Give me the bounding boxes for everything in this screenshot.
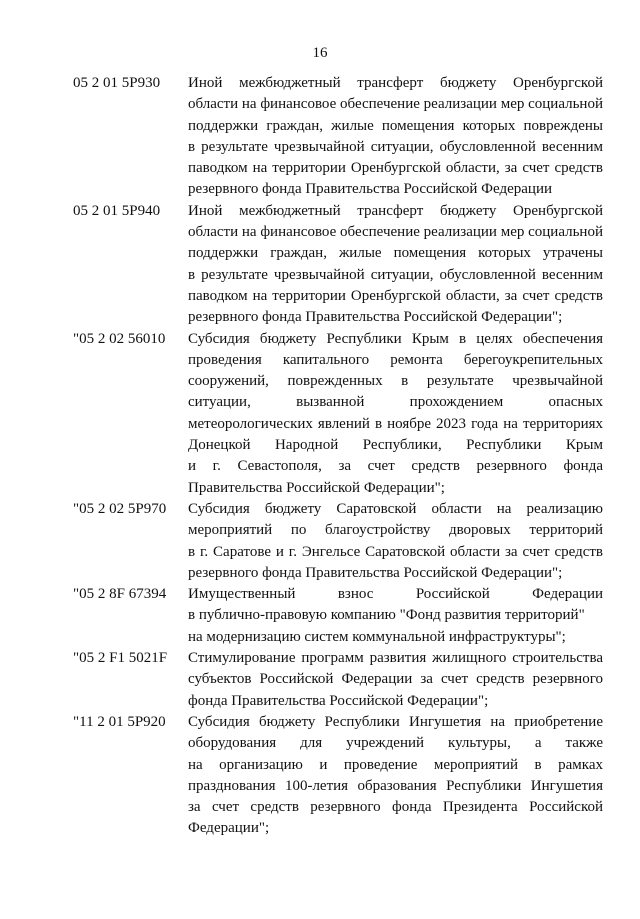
description-line: поддержки граждан, жилые помещения которых утрачены xyxy=(188,245,603,262)
entry-code: "05 2 F1 5021F xyxy=(73,650,168,667)
description-line: Иной межбюджетный трансферт бюджету Оренбургской xyxy=(188,75,603,91)
description-line: субъектов Российской Федерации за счет средств резервного xyxy=(188,671,603,688)
description-line: празднования 100-летия образования Республики Ингушетия xyxy=(188,777,603,794)
description-line: мероприятий по благоустройству дворовых территорий xyxy=(188,522,603,539)
page-number: 16 xyxy=(312,45,328,61)
entry-description xyxy=(188,329,603,499)
entry-description xyxy=(188,712,603,840)
description-line: и г. Севастополя, за счет средств резервного фонда xyxy=(188,458,603,475)
description-line: резервного фонда Правительства Российской Федерации"; xyxy=(188,309,563,326)
description-line: на модернизацию систем коммунальной инфраструктуры"; xyxy=(188,628,566,645)
entry-code: "05 2 02 56010 xyxy=(73,330,166,347)
entry-description xyxy=(188,201,603,329)
description-line: Субсидия бюджету Республики Ингушетия на приобретение xyxy=(188,713,603,730)
description-line: в результате чрезвычайной ситуации, обусловленной весенним xyxy=(188,266,603,283)
description-line: Донецкой Народной Республики, Республики Крым xyxy=(188,437,603,454)
description-line: фонда Правительства Российской Федерации"; xyxy=(188,692,489,709)
entry-code: "05 2 8F 67394 xyxy=(73,586,167,603)
entry xyxy=(0,499,640,584)
description-line: сооружений, поврежденных в результате чрезвычайной xyxy=(188,373,603,390)
description-line: оборудования для учреждений культуры, а также xyxy=(188,735,603,752)
description-line: проведения капитального ремонта берегоукрепительных xyxy=(188,351,603,368)
description-line: паводком на территории Оренбургской области, за счет средств xyxy=(188,287,603,304)
description-line: области на финансовое обеспечение реализации мер социальной xyxy=(188,224,603,241)
entry xyxy=(0,73,640,201)
entry xyxy=(0,201,640,329)
description-line: ситуации, вызванной прохождением опасных xyxy=(188,394,603,411)
description-line: на организацию и проведение мероприятий в рамках xyxy=(188,756,603,773)
description-line: в публично-правовую компанию "Фонд развития территорий" xyxy=(188,607,585,624)
description-line: в г. Саратове и г. Энгельсе Саратовской области за счет средств xyxy=(188,543,603,560)
description-line: Субсидия бюджету Саратовской области на реализацию xyxy=(188,500,603,517)
description-line: резервного фонда Правительства Российской Федерации"; xyxy=(188,564,563,581)
description-line: за счет средств резервного фонда Президента Российской xyxy=(188,799,603,816)
entry-code: "11 2 01 5Р920 xyxy=(73,713,166,730)
entry xyxy=(0,712,640,840)
entry xyxy=(0,584,640,648)
description-line: в результате чрезвычайной ситуации, обусловленной весенним xyxy=(188,138,603,155)
description-line: поддержки граждан, жилые помещения которых повреждены xyxy=(188,117,603,134)
entry xyxy=(0,648,640,712)
description-line: Имущественный взнос Российской Федерации xyxy=(188,586,603,603)
description-line: паводком на территории Оренбургской области, за счет средств xyxy=(188,160,603,177)
entry-code: 05 2 01 5Р930 xyxy=(73,75,161,91)
description-line: резервного фонда Правительства Российской Федерации xyxy=(188,181,553,198)
entry-description xyxy=(188,73,603,201)
entry-code: 05 2 01 5Р940 xyxy=(73,202,161,219)
entry-description xyxy=(188,584,603,648)
entry-description xyxy=(188,499,603,584)
classification-list xyxy=(0,73,640,840)
entry xyxy=(0,329,640,499)
description-line: Стимулирование программ развития жилищного строительства xyxy=(188,650,603,667)
description-line: Иной межбюджетный трансферт бюджету Оренбургской xyxy=(188,202,603,219)
description-line: Федерации"; xyxy=(188,820,270,837)
description-line: Субсидия бюджету Республики Крым в целях обеспечения xyxy=(188,330,603,347)
description-line: метеорологических явлений в ноябре 2023 года на территориях xyxy=(188,415,603,432)
description-line: Правительства Российской Федерации"; xyxy=(188,479,445,496)
entry-description xyxy=(188,648,603,712)
description-line: области на финансовое обеспечение реализации мер социальной xyxy=(188,96,603,113)
entry-code: "05 2 02 5Р970 xyxy=(73,500,167,517)
